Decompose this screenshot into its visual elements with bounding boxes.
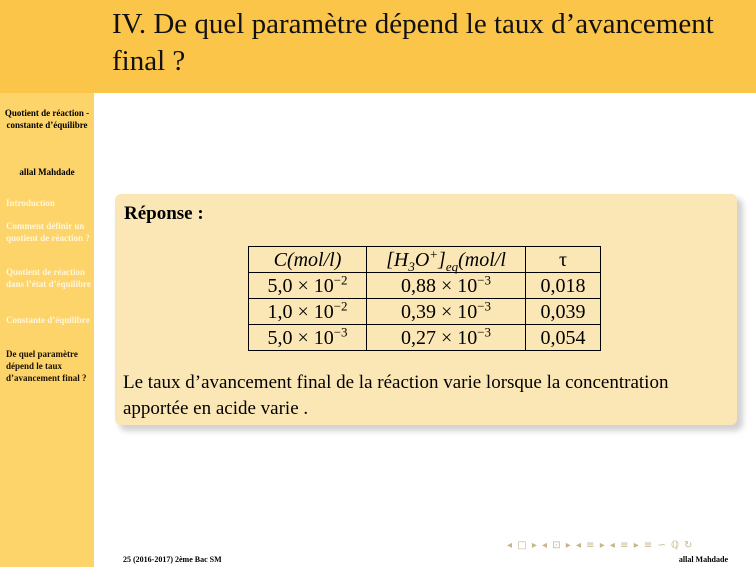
cell-tau: 0,018 — [526, 273, 601, 299]
sidebar-item-definir-quotient[interactable]: Comment définir un quotient de réaction ? — [6, 221, 90, 243]
data-table — [248, 246, 601, 351]
table-header-row — [249, 247, 601, 273]
cell-h3o: $0,88 \times 10^{-3}$ — [367, 273, 526, 299]
cell-tau: 0,039 — [526, 299, 601, 325]
sidebar-item-parametre[interactable]: De quel paramètre dépend le taux d’avancement final ? — [6, 349, 87, 383]
answer-block — [115, 194, 737, 425]
footer-right: allal Mahdade — [678, 555, 728, 564]
cell-concentration: $1,0 \times 10^{-2}$ — [249, 299, 367, 325]
cell-tau: 0,054 — [526, 325, 601, 351]
sidebar-title: Quotient de réaction - constante d’équilibre — [4, 108, 90, 130]
title-bar — [94, 0, 756, 93]
conclusion-text: Le taux d’avancement final de la réaction varie lorsque la concentration apportée en acide varie . — [123, 372, 669, 419]
table-row — [249, 325, 601, 351]
cell-concentration: $5,0 \times 10^{-2}$ — [249, 273, 367, 299]
sidebar-item-introduction[interactable]: Introduction — [6, 198, 55, 208]
cell-concentration: $5,0 \times 10^{-3}$ — [249, 325, 367, 351]
cell-h3o: $0,39 \times 10^{-3}$ — [367, 299, 526, 325]
block-title: Réponse : — [124, 203, 204, 224]
header-tau: τ — [526, 247, 601, 273]
header-h3o: $[H_3O^+]_{eq}(mol/l$ — [367, 247, 526, 273]
header-concentration: C(mol/l) — [249, 247, 367, 273]
sidebar-author: allal Mahdade — [19, 167, 75, 177]
sidebar-item-constante[interactable]: Constante d’équilibre — [6, 315, 90, 325]
beamer-navigation-icons[interactable]: ◂ □ ▸ ◂ ⊡ ▸ ◂ ≡ ▸ ◂ ≡ ▸ ≡ ∽ ℚ ↻ — [507, 540, 694, 551]
table-row — [249, 299, 601, 325]
cell-h3o: $0,27 \times 10^{-3}$ — [367, 325, 526, 351]
sidebar-item-quotient-equilibre[interactable]: Quotient de réaction dans l’état d’équilibre — [6, 267, 91, 289]
footer-left: 25 (2016-2017) 2ème Bac SM — [123, 555, 222, 564]
sidebar-header — [0, 0, 94, 93]
table-row — [249, 273, 601, 299]
sidebar — [0, 0, 94, 567]
page-title: IV. De quel paramètre dépend le taux d’avancement final ? — [112, 8, 714, 77]
